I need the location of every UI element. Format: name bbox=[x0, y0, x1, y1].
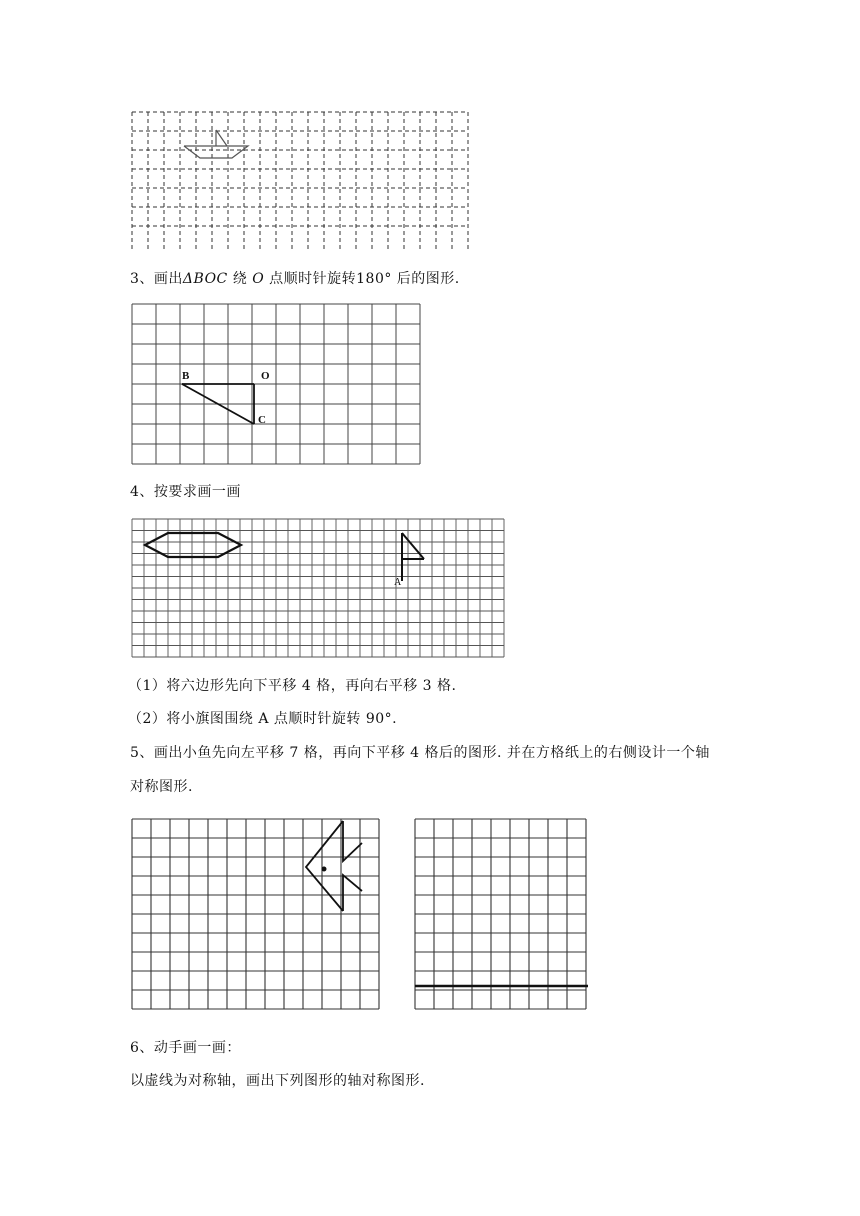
design-grid bbox=[413, 815, 593, 1013]
question-5-line-2: 对称图形. bbox=[130, 779, 193, 795]
triangle-boc-grid bbox=[130, 300, 430, 470]
boat-dashed-grid bbox=[128, 108, 478, 258]
flag-figure bbox=[402, 533, 424, 581]
label-c: C bbox=[258, 414, 266, 426]
fish-eye bbox=[322, 867, 327, 872]
question-3-text: 3、画出ΔBOC 绕 O 点顺时针旋转180° 后的图形. bbox=[130, 271, 460, 287]
fish-figure bbox=[306, 821, 362, 911]
boat-figure bbox=[184, 130, 248, 158]
label-b: B bbox=[182, 370, 190, 382]
label-a: A bbox=[394, 577, 402, 588]
question-4-item-1: （1）将六边形先向下平移 4 格，再向右平移 3 格. bbox=[128, 678, 457, 694]
question-4-item-2: （2）将小旗图围绕 A 点顺时针旋转 90°. bbox=[128, 711, 398, 727]
question-6-instruction: 以虚线为对称轴，画出下列图形的轴对称图形. bbox=[130, 1073, 425, 1089]
label-o: O bbox=[261, 370, 270, 382]
question-4-title: 4、按要求画一画 bbox=[130, 484, 241, 500]
fish-grid bbox=[130, 815, 386, 1013]
question-5-line-1: 5、画出小鱼先向左平移 7 格，再向下平移 4 格后的图形. 并在方格纸上的右侧设计一个轴 bbox=[130, 745, 710, 761]
hexagon-flag-grid bbox=[130, 515, 505, 660]
question-6-title: 6、动手画一画： bbox=[130, 1040, 241, 1056]
